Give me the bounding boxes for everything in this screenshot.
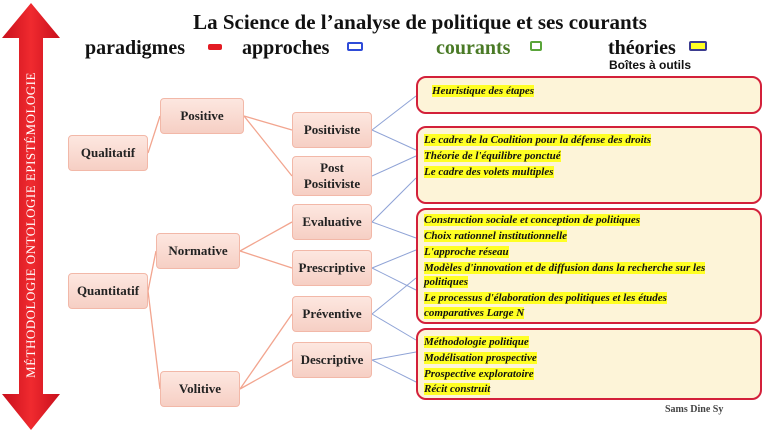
theory-item: Le processus d'élaboration des politiques et les études <box>424 292 667 304</box>
page-title: La Science de l’analyse de politique et ses courants <box>193 10 647 34</box>
current-evaluative: Evaluative <box>292 204 372 240</box>
current-positiviste: Positiviste <box>292 112 372 148</box>
approach-positive: Positive <box>160 98 244 134</box>
theory-item: Théorie de l'équilibre ponctué <box>424 150 561 162</box>
theory-item: Prospective exploratoire <box>424 368 534 380</box>
theory-item: L'approche réseau <box>424 246 509 258</box>
toolbox-label: Boîtes à outils <box>609 58 692 72</box>
theory-item: politiques <box>424 276 469 288</box>
paradigm-qualitatif: Qualitatif <box>68 135 148 171</box>
legend-theories: théories <box>608 37 676 59</box>
theory-item: Le cadre de la Coalition pour la défense des droits <box>424 134 652 146</box>
theory-box-4 <box>416 328 762 400</box>
paradigm-quantitatif: Quantitatif <box>68 273 148 309</box>
theory-item: Modélisation prospective <box>424 352 537 364</box>
theory-item: Récit construit <box>424 383 491 395</box>
theory-box-3 <box>416 208 762 324</box>
author-credit: Sams Dine Sy <box>665 404 724 415</box>
theory-item: Le cadre des volets multiples <box>424 166 554 178</box>
theory-item: Modèles d'innovation et de diffusion dans la recherche sur les <box>424 262 706 274</box>
theory-box-1 <box>416 76 762 114</box>
approach-normative: Normative <box>156 233 240 269</box>
current-post-positiviste: Post Positiviste <box>292 156 372 196</box>
current-descriptive: Descriptive <box>292 342 372 378</box>
approach-volitive: Volitive <box>160 371 240 407</box>
theory-item: Heuristique des étapes <box>432 85 535 97</box>
legend-approches: approches <box>242 37 330 59</box>
theory-item: Construction sociale et conception de politiques <box>424 214 641 226</box>
current-prescriptive: Prescriptive <box>292 250 372 286</box>
side-arrow-label: MÉTHODOLOGIE ONTOLOGIE EPISTÉMOLOGIE <box>23 72 38 378</box>
legend-paradigmes: paradigmes <box>85 37 185 59</box>
current-preventive: Préventive <box>292 296 372 332</box>
theory-box-2 <box>416 126 762 204</box>
legend-courants: courants <box>436 37 511 59</box>
theory-item: Méthodologie politique <box>424 336 529 348</box>
theory-item: comparatives Large N <box>424 307 525 319</box>
theory-item: Choix rationnel institutionnelle <box>424 230 568 242</box>
